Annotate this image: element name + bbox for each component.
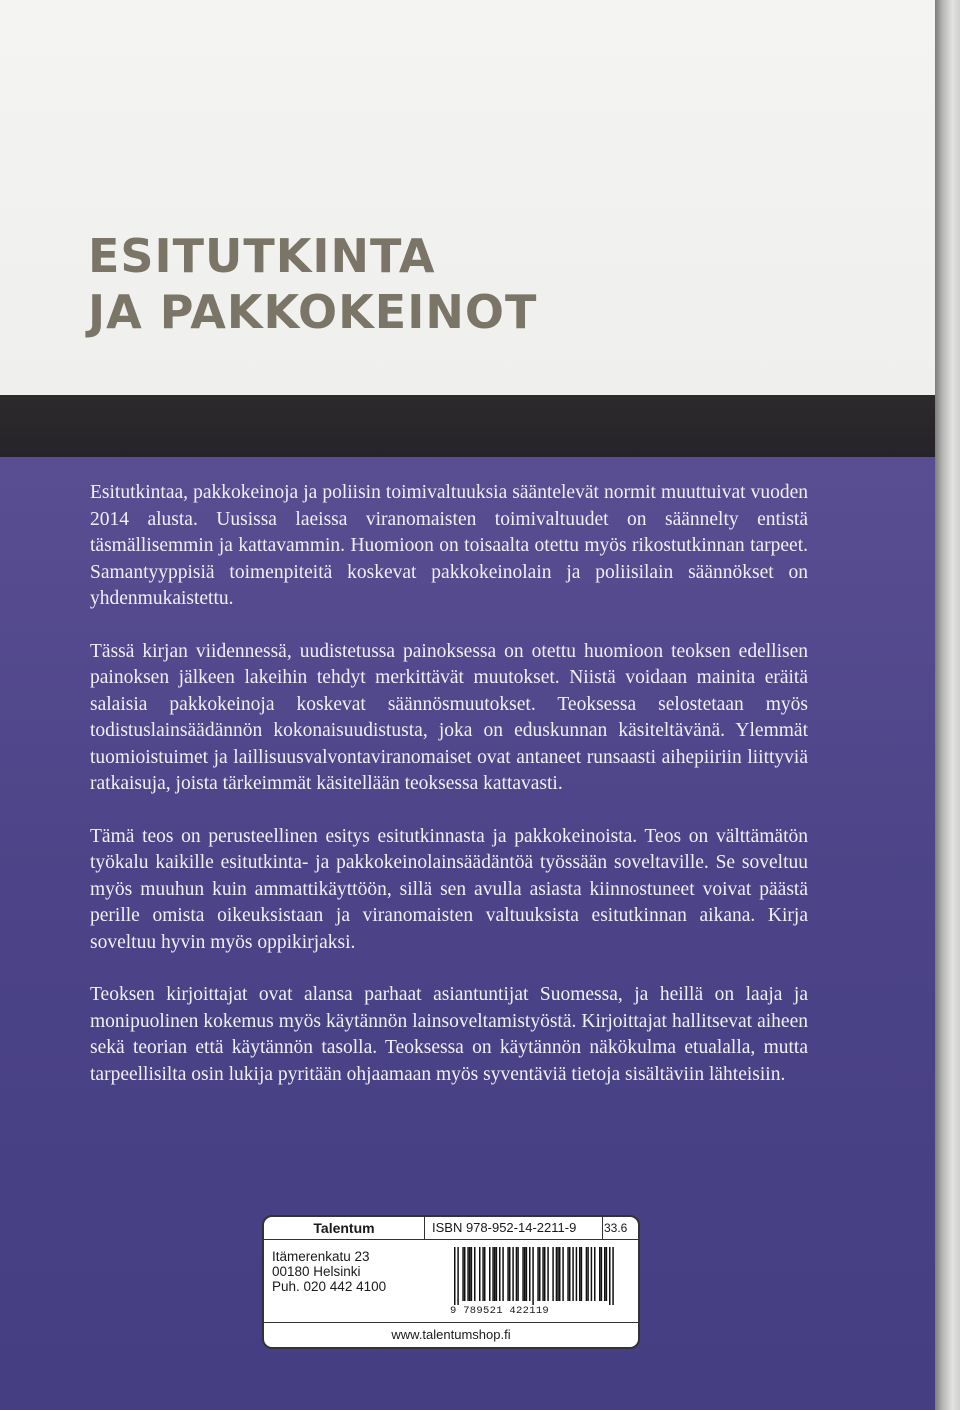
blurb-text (90, 480, 808, 1114)
barcode-bar (576, 1247, 578, 1301)
barcode-bar (609, 1247, 611, 1305)
barcode-digits: 9 789521 422119 (450, 1305, 550, 1317)
barcode-bar (464, 1247, 466, 1301)
book-page-edge (935, 0, 960, 1410)
barcode-bar (544, 1247, 546, 1301)
barcode-bar (591, 1247, 593, 1301)
barcode-bar (552, 1247, 554, 1301)
barcode-bar (469, 1247, 471, 1301)
barcode-bar (537, 1247, 539, 1301)
barcode-bar (474, 1247, 476, 1301)
barcode-bar (479, 1247, 481, 1301)
barcode-bar (572, 1247, 574, 1301)
barcode-bar (559, 1247, 561, 1301)
book-title-line-1: ESITUTKINTA (88, 229, 436, 283)
barcode-bar (579, 1247, 581, 1301)
barcode-bar (547, 1247, 549, 1301)
barcode-bar (569, 1247, 571, 1301)
barcode-bar (522, 1247, 524, 1301)
isbn-number: ISBN 978-952-14-2211-9 (428, 1217, 603, 1239)
barcode-bar (509, 1247, 511, 1301)
barcode-bar (492, 1247, 494, 1301)
barcode-bar (516, 1247, 518, 1301)
isbn-barcode (454, 1247, 614, 1305)
barcode-bar (532, 1247, 534, 1305)
barcode-bar (467, 1247, 469, 1301)
barcode-bar (502, 1247, 504, 1301)
barcode-bar (517, 1247, 519, 1301)
label-header-row (264, 1217, 638, 1240)
barcode-bar (526, 1247, 528, 1301)
barcode-bar (587, 1247, 589, 1301)
cover-dark-band (0, 395, 935, 457)
publisher-website: www.talentumshop.fi (264, 1322, 638, 1348)
barcode-bar (557, 1247, 559, 1301)
barcode-bar (594, 1247, 596, 1301)
barcode-bar (581, 1247, 583, 1301)
barcode-bar (542, 1247, 544, 1301)
barcode-bar (499, 1247, 501, 1301)
barcode-bar (567, 1247, 569, 1301)
book-title (88, 228, 537, 340)
address-street: Itämerenkatu 23 (272, 1249, 370, 1264)
barcode-bar (471, 1247, 473, 1301)
barcode-bar (454, 1247, 456, 1305)
publisher-address (272, 1249, 442, 1294)
publisher-name: Talentum (264, 1217, 425, 1239)
class-code: 33.6 (604, 1221, 628, 1235)
blurb-paragraph-1: Esitutkintaa, pakkokeinoja ja poliisin toimivaltuuksia sääntelevät normit muuttuivat vuoden 2014 alusta. Uusissa laeissa viranomaisten toimivaltuudet on säännelty entistä täsmällisemmin ja kattavammin. Huomioon on toisaalta otettu myös rikostutkinnan tarpeet. Samantyyppisiä toimenpiteitä koskevat pakkokeinolain ja poliisilain säännökset on yhdenmukaistettu. (90, 482, 808, 609)
cover-top-panel (0, 0, 935, 395)
address-phone: Puh. 020 442 4100 (272, 1279, 387, 1294)
book-title-line-2: JA PAKKOKEINOT (88, 285, 538, 339)
barcode-bar (494, 1247, 496, 1301)
barcode-bar (562, 1247, 564, 1301)
barcode-bar (604, 1247, 606, 1301)
barcode-bar (601, 1247, 603, 1301)
blurb-paragraph-3: Tämä teos on perusteellinen esitys esitutkinnasta ja pakkokeinoista. Teos on välttämätön työkalu kaikille esitutkinta- ja pakkokeinolainsäädäntöä työssään soveltaville. Se soveltuu myös muuhun kuin ammattikäyttöön, sillä sen avulla asiasta kiinnostuneet voivat päästä perille omista oikeuksistaan ja viranomaisten valtuuksista esitutkinnan aikana. Kirja soveltuu hyvin myös oppikirjaksi. (90, 825, 808, 953)
barcode-bar (612, 1247, 614, 1305)
barcode-bar (586, 1247, 588, 1301)
barcode-bar (524, 1247, 526, 1301)
barcode-bar (539, 1247, 541, 1301)
address-city: 00180 Helsinki (272, 1264, 361, 1279)
barcode-bar (496, 1247, 498, 1301)
blurb-paragraph-2: Tässä kirjan viidennessä, uudistetussa painoksessa on otettu huomioon teoksen edellisen painoksen jälkeen lakeihin tehdyt merkittävät muutokset. Niistä voidaan mainita eräitä salaisia pakkokeinoja koskevat säännösmuutokset. Teoksessa selostetaan myös todistuslainsäädännön kokonaisuudistusta, joka on eduskunnan käsiteltävänä. Ylemmät tuomioistuimet ja laillisuusvalvontaviranomaiset ovat antaneet runsaasti aihepiiriin liittyviä ratkaisuja, joista tärkeimmät käsitellään teoksessa kattavasti. (90, 640, 808, 794)
barcode-bar (606, 1247, 608, 1301)
barcode-bar (489, 1247, 491, 1301)
barcode-bar (462, 1247, 464, 1301)
publisher-label (262, 1215, 640, 1349)
barcode-bar (529, 1247, 531, 1301)
barcode-bar (457, 1247, 459, 1305)
barcode-bar (482, 1247, 484, 1301)
barcode-bar (512, 1247, 514, 1301)
barcode-bar (507, 1247, 509, 1301)
barcode-bar (599, 1247, 601, 1301)
barcode-bar (484, 1247, 486, 1301)
blurb-paragraph-4: Teoksen kirjoittajat ovat alansa parhaat asiantuntijat Suomessa, ja heillä on laaja ja monipuolinen kokemus myös käytännön lainsoveltamistyöstä. Kirjoittajat hallitsevat aiheen sekä teorian että käytännön tasolla. Teoksessa on käytännön näkökulma etualalla, mutta tarpeellisilta osin lukija pyritään ohjaamaan myös syventäviä tietoja sisältäviin lähteisiin. (90, 984, 808, 1085)
barcode-bar (556, 1247, 558, 1301)
